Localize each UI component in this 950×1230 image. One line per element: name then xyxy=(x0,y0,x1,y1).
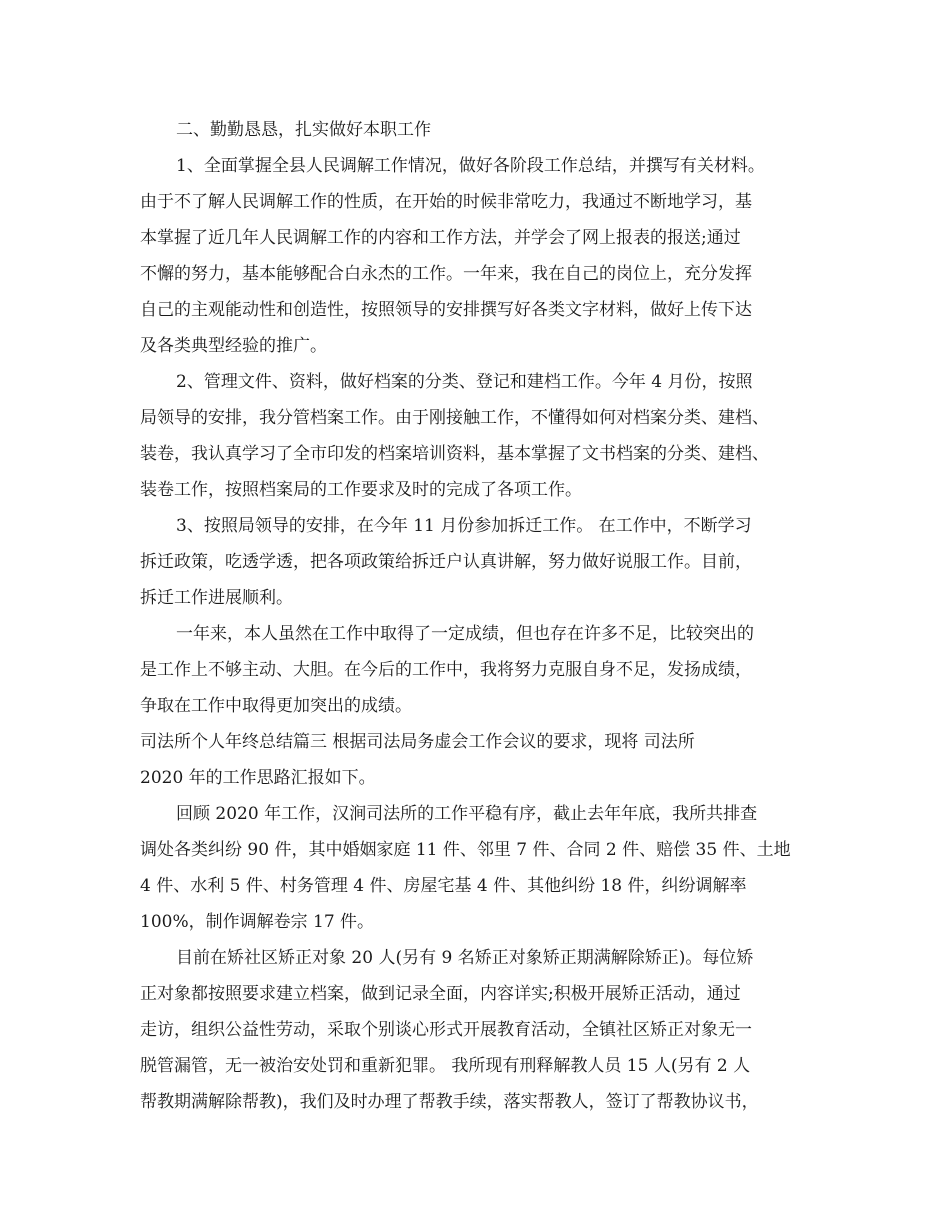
section-title-line: 司法所个人年终总结篇三 根据司法局务虚会工作会议的要求，现将 司法所 xyxy=(140,732,695,752)
paragraph-line: 2020 年的工作思路汇报如下。 xyxy=(140,768,376,788)
paragraph-line: 走访，组织公益性劳动，采取个别谈心形式开展教育活动，全镇社区矫正对象无一 xyxy=(140,1020,752,1040)
paragraph-line: 及各类典型经验的推广。 xyxy=(140,336,327,356)
section-heading: 二、勤勤恳恳，扎实做好本职工作 xyxy=(176,120,431,140)
paragraph-line: 本掌握了近几年人民调解工作的内容和工作方法，并学会了网上报表的报送;通过 xyxy=(140,228,741,248)
paragraph-line: 4 件、水利 5 件、村务管理 4 件、房屋宅基 4 件、其他纠纷 18 件，纠纷调解率 xyxy=(140,876,747,896)
paragraph-line: 装卷，我认真学习了全市印发的档案培训资料，基本掌握了文书档案的分类、建档、 xyxy=(140,444,769,464)
paragraph-line: 一年来，本人虽然在工作中取得了一定成绩，但也存在许多不足，比较突出的 xyxy=(176,624,754,644)
paragraph-line: 帮教期满解除帮教)，我们及时办理了帮教手续，落实帮教人，签订了帮教协议书， xyxy=(140,1092,759,1112)
paragraph-line: 装卷工作，按照档案局的工作要求及时的完成了各项工作。 xyxy=(140,480,582,500)
paragraph-line: 3、按照局领导的安排，在今年 11 月份参加拆迁工作。 在工作中，不断学习 xyxy=(176,516,752,536)
paragraph-line: 1、全面掌握全县人民调解工作情况，做好各阶段工作总结，并撰写有关材料。 xyxy=(176,156,765,176)
paragraph-line: 调处各类纠纷 90 件，其中婚姻家庭 11 件、邻里 7 件、合同 2 件、赔偿 35 件、土地 xyxy=(140,840,791,860)
paragraph-line: 正对象都按照要求建立档案，做到记录全面，内容详实;积极开展矫正活动，通过 xyxy=(140,984,741,1004)
paragraph-line: 不懈的努力，基本能够配合白永杰的工作。一年来，我在自己的岗位上，充分发挥 xyxy=(140,264,752,284)
paragraph-line: 局领导的安排，我分管档案工作。由于刚接触工作，不懂得如何对档案分类、建档、 xyxy=(140,408,769,428)
paragraph-line: 由于不了解人民调解工作的性质，在开始的时候非常吃力，我通过不断地学习，基 xyxy=(140,192,752,212)
paragraph-line: 目前在矫社区矫正对象 20 人(另有 9 名矫正对象矫正期满解除矫正)。每位矫 xyxy=(176,948,754,968)
paragraph-line: 争取在工作中取得更加突出的成绩。 xyxy=(140,696,412,716)
paragraph-line: 拆迁政策，吃透学透，把各项政策给拆迁户认真讲解，努力做好说服工作。目前， xyxy=(140,552,752,572)
paragraph-line: 脱管漏管，无一被治安处罚和重新犯罪。 我所现有刑释解教人员 15 人(另有 2 人 xyxy=(140,1056,751,1076)
paragraph-line: 自己的主观能动性和创造性，按照领导的安排撰写好各类文字材料，做好上传下达 xyxy=(140,300,752,320)
paragraph-line: 回顾 2020 年工作，汉涧司法所的工作平稳有序，截止去年年底，我所共排查 xyxy=(176,804,758,824)
paragraph-line: 2、管理文件、资料，做好档案的分类、登记和建档工作。今年 4 月份，按照 xyxy=(176,372,753,392)
paragraph-line: 100%，制作调解卷宗 17 件。 xyxy=(140,912,375,932)
paragraph-line: 拆迁工作进展顺利。 xyxy=(140,588,293,608)
paragraph-line: 是工作上不够主动、大胆。在今后的工作中，我将努力克服自身不足，发扬成绩， xyxy=(140,660,752,680)
